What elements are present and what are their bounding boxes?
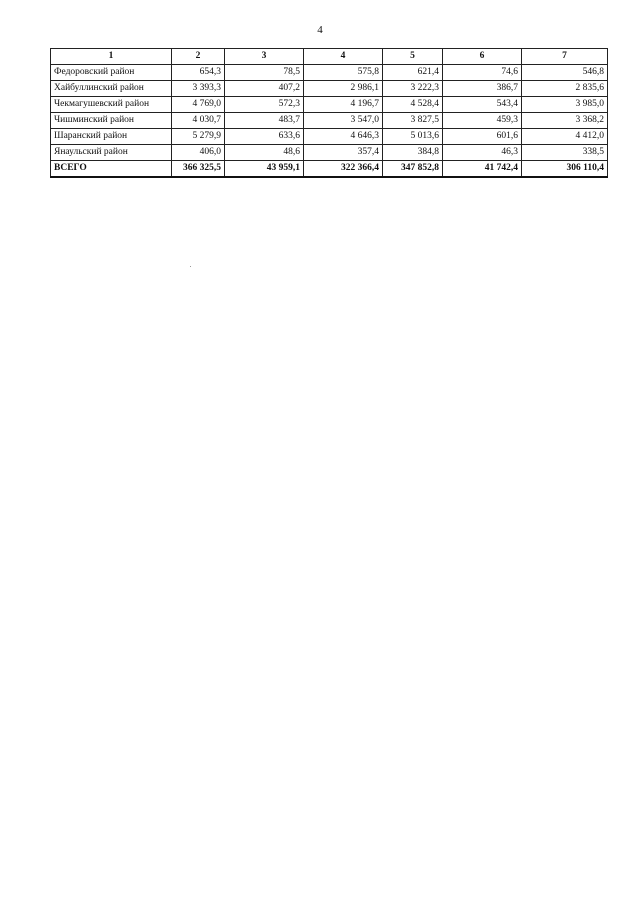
table-cell: 546,8 xyxy=(522,65,608,81)
table-cell: 4 528,4 xyxy=(383,97,443,113)
table-cell: 3 827,5 xyxy=(383,113,443,129)
table-cell: 575,8 xyxy=(304,65,383,81)
table-cell: 5 013,6 xyxy=(383,129,443,145)
table-cell: 483,7 xyxy=(225,113,304,129)
column-header: 5 xyxy=(383,49,443,65)
table-row xyxy=(51,113,608,129)
district-name: Янаульский район xyxy=(51,145,172,161)
column-header: 3 xyxy=(225,49,304,65)
district-name: Чишминский район xyxy=(51,113,172,129)
table-cell: 386,7 xyxy=(443,81,522,97)
district-name: Шаранский район xyxy=(51,129,172,145)
table-cell: 4 196,7 xyxy=(304,97,383,113)
table-cell: 4 769,0 xyxy=(172,97,225,113)
total-cell: 366 325,5 xyxy=(172,161,225,178)
district-name: Федоровский район xyxy=(51,65,172,81)
district-name: Хайбуллинский район xyxy=(51,81,172,97)
table-cell: 4 412,0 xyxy=(522,129,608,145)
table-cell: 2 986,1 xyxy=(304,81,383,97)
table-cell: 74,6 xyxy=(443,65,522,81)
table-cell: 4 030,7 xyxy=(172,113,225,129)
table-cell: 2 835,6 xyxy=(522,81,608,97)
table-cell: 48,6 xyxy=(225,145,304,161)
table-cell: 543,4 xyxy=(443,97,522,113)
table-cell: 654,3 xyxy=(172,65,225,81)
total-cell: 41 742,4 xyxy=(443,161,522,178)
column-header: 4 xyxy=(304,49,383,65)
table-row xyxy=(51,129,608,145)
page-number: 4 xyxy=(317,24,323,36)
total-label: ВСЕГО xyxy=(51,161,172,178)
table-cell: 3 368,2 xyxy=(522,113,608,129)
table-row xyxy=(51,145,608,161)
table-cell: 459,3 xyxy=(443,113,522,129)
table-cell: 384,8 xyxy=(383,145,443,161)
table-cell: 3 547,0 xyxy=(304,113,383,129)
district-name: Чекмагушевский район xyxy=(51,97,172,113)
table-header-row xyxy=(51,49,608,65)
total-cell: 322 366,4 xyxy=(304,161,383,178)
table-cell: 633,6 xyxy=(225,129,304,145)
table-cell: 5 279,9 xyxy=(172,129,225,145)
table-cell: 572,3 xyxy=(225,97,304,113)
column-header: 1 xyxy=(51,49,172,65)
table-cell: 3 222,3 xyxy=(383,81,443,97)
total-row xyxy=(51,161,608,178)
scan-speck xyxy=(190,266,191,267)
total-cell: 306 110,4 xyxy=(522,161,608,178)
table-cell: 78,5 xyxy=(225,65,304,81)
table-row xyxy=(51,65,608,81)
table-cell: 4 646,3 xyxy=(304,129,383,145)
total-cell: 347 852,8 xyxy=(383,161,443,178)
table-cell: 3 985,0 xyxy=(522,97,608,113)
column-header: 6 xyxy=(443,49,522,65)
table-cell: 338,5 xyxy=(522,145,608,161)
table-cell: 407,2 xyxy=(225,81,304,97)
data-table xyxy=(50,48,608,178)
total-cell: 43 959,1 xyxy=(225,161,304,178)
table-cell: 46,3 xyxy=(443,145,522,161)
table-cell: 3 393,3 xyxy=(172,81,225,97)
table-row xyxy=(51,81,608,97)
table-cell: 601,6 xyxy=(443,129,522,145)
table-cell: 406,0 xyxy=(172,145,225,161)
table-row xyxy=(51,97,608,113)
column-header: 2 xyxy=(172,49,225,65)
column-header: 7 xyxy=(522,49,608,65)
table-cell: 357,4 xyxy=(304,145,383,161)
table-cell: 621,4 xyxy=(383,65,443,81)
